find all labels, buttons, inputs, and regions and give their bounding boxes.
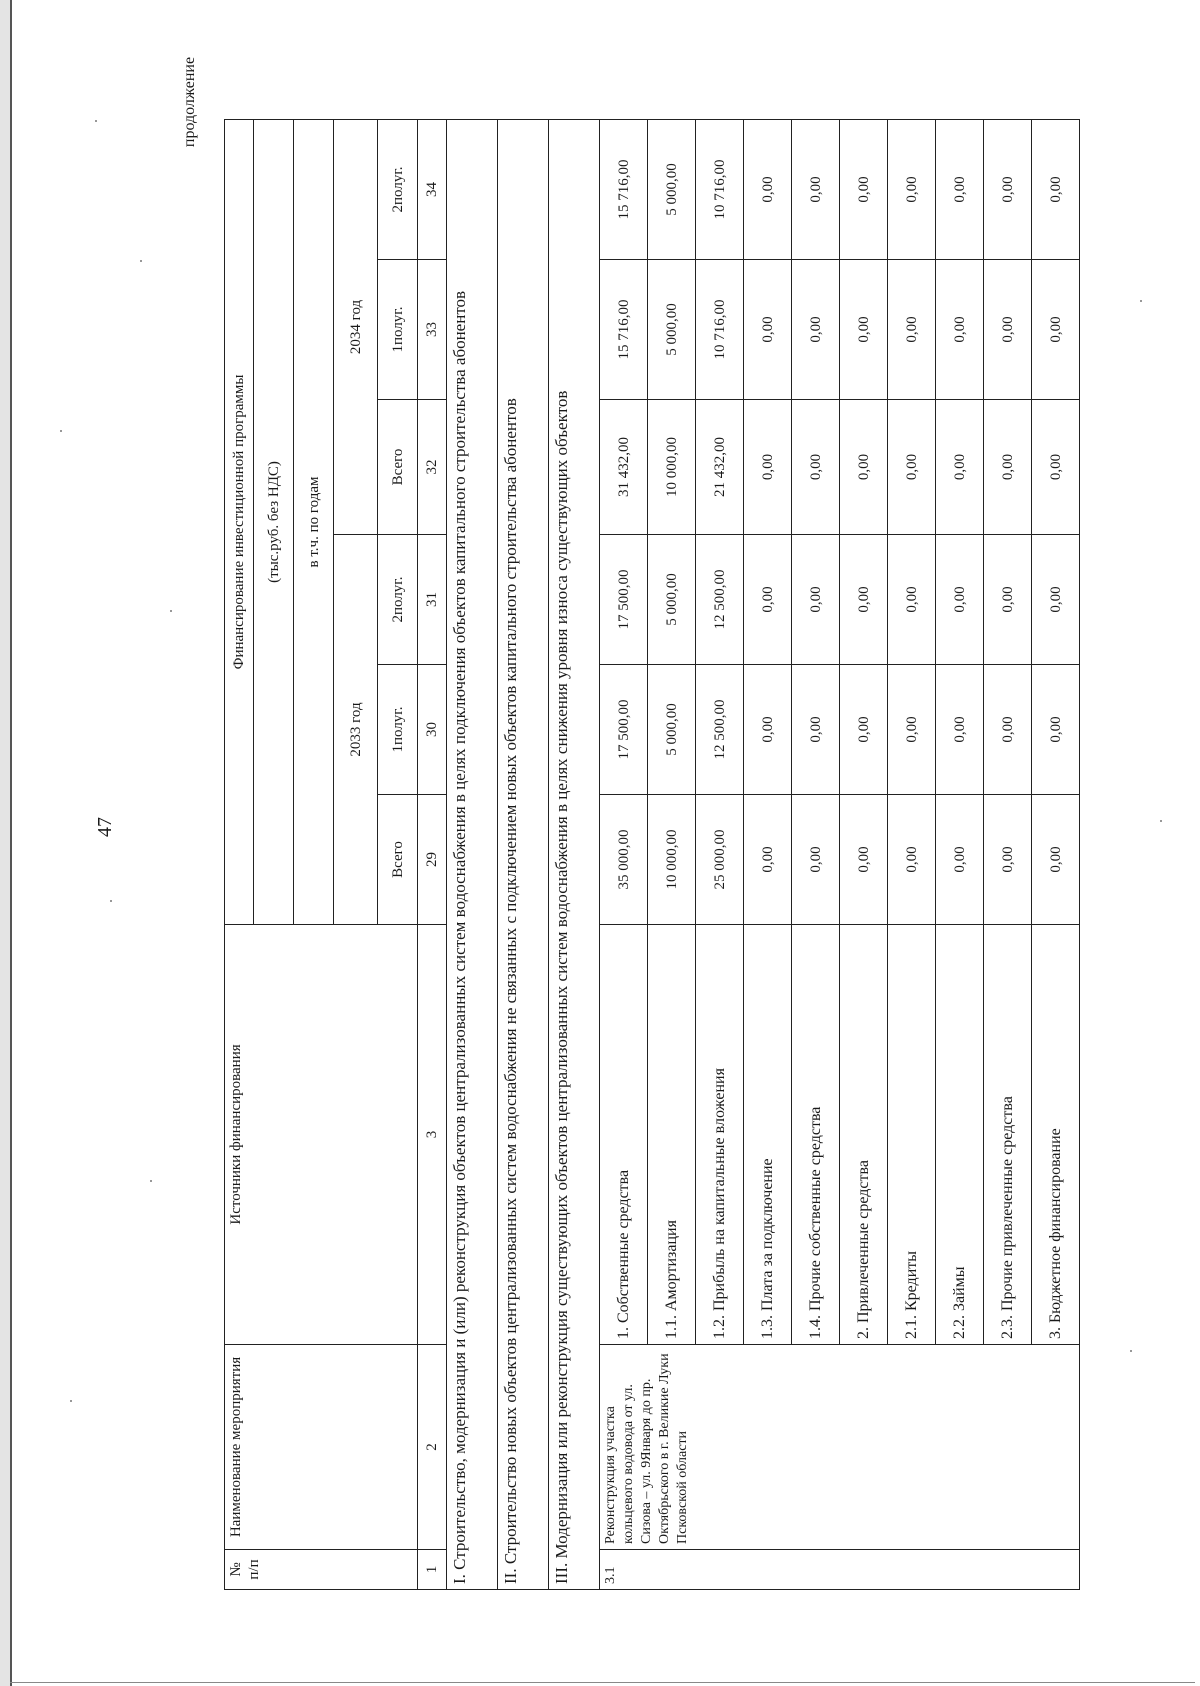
value-cell: 12 500,00	[696, 665, 744, 795]
half1-2034-header: 1полуг.	[378, 260, 418, 400]
total-2033-header: Всего	[378, 795, 418, 925]
scan-edge-line	[10, 0, 12, 1686]
value-cell: 0,00	[792, 665, 840, 795]
year-2033-header: 2033 год	[334, 535, 378, 925]
section-2-title: II. Строительство новых объектов централизованных систем водоснабжения не связанных с подключением новых объектов капитального строительства абонентов	[498, 119, 549, 1589]
col-number-31: 31	[418, 535, 447, 665]
value-cell: 0,00	[984, 795, 1032, 925]
col-name-header: Наименование мероприятия	[225, 1345, 418, 1550]
value-cell: 0,00	[1032, 260, 1080, 400]
value-cell: 0,00	[936, 535, 984, 665]
value-cell: 0,00	[936, 795, 984, 925]
value-cell: 10 000,00	[648, 795, 696, 925]
page-number: 47	[94, 817, 116, 837]
value-cell: 0,00	[984, 665, 1032, 795]
value-cell: 0,00	[744, 535, 792, 665]
value-cell: 0,00	[936, 260, 984, 400]
col-number-33: 33	[418, 260, 447, 400]
col-number-30: 30	[418, 665, 447, 795]
value-cell: 0,00	[744, 260, 792, 400]
value-cell: 0,00	[936, 119, 984, 259]
scan-speck	[1160, 820, 1162, 822]
value-cell: 0,00	[888, 119, 936, 259]
source-label: 1.1. Амортизация	[648, 925, 696, 1345]
value-cell: 15 716,00	[600, 119, 648, 259]
value-cell: 0,00	[840, 795, 888, 925]
value-cell: 0,00	[888, 260, 936, 400]
value-cell: 5 000,00	[648, 665, 696, 795]
col-source-header: Источники финансирования	[225, 925, 418, 1345]
scan-edge-bottom	[10, 1682, 1195, 1683]
source-label: 2. Привлеченные средства	[840, 925, 888, 1345]
continued-label: продолжение	[181, 56, 198, 148]
col-number-3: 3	[418, 925, 447, 1345]
value-cell: 0,00	[792, 119, 840, 259]
source-label: 1.3. Плата за подключение	[744, 925, 792, 1345]
scan-speck	[1130, 1350, 1132, 1352]
value-cell: 0,00	[792, 795, 840, 925]
col-number-1: 1	[418, 1550, 447, 1590]
value-cell: 0,00	[1032, 795, 1080, 925]
half2-2034-header: 2полуг.	[378, 119, 418, 259]
source-label: 1. Собственные средства	[600, 925, 648, 1345]
value-cell: 0,00	[936, 400, 984, 535]
col-number-32: 32	[418, 400, 447, 535]
value-cell: 0,00	[888, 535, 936, 665]
scan-speck	[70, 1400, 72, 1402]
scan-speck	[60, 430, 62, 432]
value-cell: 0,00	[840, 665, 888, 795]
value-cell: 31 432,00	[600, 400, 648, 535]
value-cell: 0,00	[744, 400, 792, 535]
year-2034-header: 2034 год	[334, 119, 378, 534]
value-cell: 25 000,00	[696, 795, 744, 925]
scan-speck	[170, 610, 172, 612]
value-cell: 0,00	[984, 119, 1032, 259]
source-label: 1.4. Прочие собственные средства	[792, 925, 840, 1345]
value-cell: 5 000,00	[648, 535, 696, 665]
value-cell: 0,00	[888, 400, 936, 535]
value-cell: 0,00	[984, 260, 1032, 400]
value-cell: 0,00	[792, 400, 840, 535]
value-cell: 0,00	[792, 260, 840, 400]
item-name: Реконструкция участка кольцевого водовода от ул. Сизова – ул. 9Января до пр. Октябрьского в г. Великие Луки Псковской области	[600, 1345, 1080, 1550]
half2-2033-header: 2полуг.	[378, 535, 418, 665]
value-cell: 0,00	[1032, 665, 1080, 795]
value-cell: 15 716,00	[600, 260, 648, 400]
scan-border-left	[0, 0, 10, 1686]
source-label: 2.3. Прочие привлеченные средства	[984, 925, 1032, 1345]
section-3-title: III. Модернизация или реконструкция существующих объектов централизованных систем водоснабжения в целях снижения уровня износа существующих объектов	[549, 119, 600, 1589]
value-cell: 17 500,00	[600, 665, 648, 795]
value-cell: 5 000,00	[648, 119, 696, 259]
half1-2033-header: 1полуг.	[378, 665, 418, 795]
source-label: 2.2. Займы	[936, 925, 984, 1345]
value-cell: 0,00	[840, 260, 888, 400]
value-cell: 0,00	[744, 795, 792, 925]
scan-speck	[110, 900, 112, 902]
value-cell: 0,00	[1032, 119, 1080, 259]
value-cell: 0,00	[840, 119, 888, 259]
col-number-2: 2	[418, 1345, 447, 1550]
value-cell: 0,00	[840, 535, 888, 665]
total-2034-header: Всего	[378, 400, 418, 535]
value-cell: 21 432,00	[696, 400, 744, 535]
scan-speck	[150, 1180, 152, 1182]
by-years-label: в т.ч. по годам	[294, 119, 334, 924]
col-num-header: № п/п	[225, 1550, 418, 1590]
scan-speck	[140, 260, 142, 262]
value-cell: 0,00	[888, 665, 936, 795]
financing-table	[224, 119, 1080, 1590]
value-cell: 0,00	[984, 400, 1032, 535]
value-cell: 17 500,00	[600, 535, 648, 665]
value-cell: 0,00	[1032, 535, 1080, 665]
source-label: 2.1. Кредиты	[888, 925, 936, 1345]
value-cell: 0,00	[984, 535, 1032, 665]
value-cell: 0,00	[792, 535, 840, 665]
value-cell: 0,00	[936, 665, 984, 795]
section-1-title: I. Строительство, модернизация и (или) реконструкция объектов централизованных систем водоснабжения в целях подключения объектов капитального строительства абонентов	[447, 119, 498, 1589]
source-label: 1.2. Прибыль на капитальные вложения	[696, 925, 744, 1345]
value-cell: 0,00	[840, 400, 888, 535]
financing-title: Финансирование инвестиционной программы	[225, 119, 254, 924]
value-cell: 12 500,00	[696, 535, 744, 665]
value-cell: 5 000,00	[648, 260, 696, 400]
unit-label: (тыс.руб. без НДС)	[254, 119, 294, 924]
value-cell: 10 716,00	[696, 119, 744, 259]
rotated-table-container	[224, 120, 1122, 1590]
value-cell: 10 716,00	[696, 260, 744, 400]
value-cell: 35 000,00	[600, 795, 648, 925]
col-number-34: 34	[418, 119, 447, 259]
value-cell: 0,00	[744, 119, 792, 259]
source-label: 3. Бюджетное финансирование	[1032, 925, 1080, 1345]
scan-speck	[1140, 300, 1142, 302]
value-cell: 0,00	[888, 795, 936, 925]
value-cell: 10 000,00	[648, 400, 696, 535]
value-cell: 0,00	[744, 665, 792, 795]
item-number: 3.1	[600, 1550, 1080, 1590]
col-number-29: 29	[418, 795, 447, 925]
scan-speck	[95, 120, 97, 122]
value-cell: 0,00	[1032, 400, 1080, 535]
